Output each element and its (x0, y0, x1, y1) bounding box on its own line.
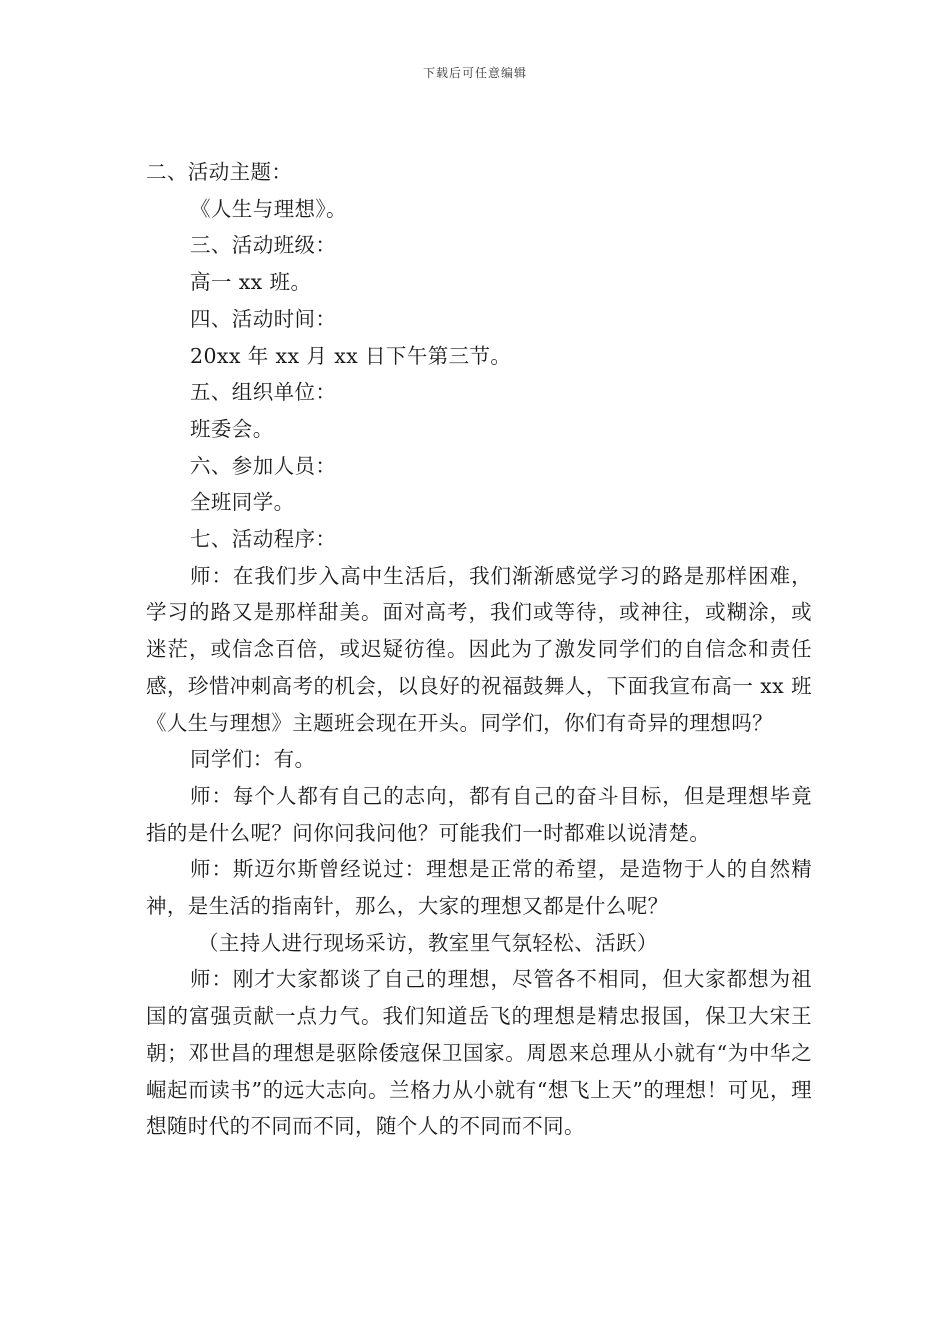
section-heading-time: 四、活动时间： (190, 306, 337, 331)
procedure-paragraph: 师：刚才大家都谈了自己的理想，尽管各不相同，但大家都想为祖国的富强贡献一点力气。我们知道岳飞的理想是精忠报国，保卫大宋王朝；邓世昌的理想是驱除倭寇保卫国家。周恩来总理从小就有“为中华之崛起而读书”的远大志向。兰格力从小就有“想飞上天”的理想！可见，理想随时代的不同而不同，随个人的不同而不同。 (146, 967, 812, 1139)
procedure-paragraph: 师：在我们步入高中生活后，我们渐渐感觉学习的路是那样困难，学习的路又是那样甜美。面对高考，我们或等待，或神往，或糊涂，或迷茫，或信念百倍，或迟疑彷徨。因此为了激发同学们的自信念和责任感，珍惜冲刺高考的机会，以良好的祝福鼓舞人，下面我宣布高一 xx 班《人生与理想》主题班会现在开头。同学们，你们有奇异的理想吗？ (146, 563, 812, 735)
procedure-paragraph: 同学们：有。 (190, 747, 316, 772)
section-heading-class: 三、活动班级： (190, 233, 337, 258)
section-heading-organizer: 五、组织单位： (190, 380, 337, 405)
section-heading-participants: 六、参加人员： (190, 453, 337, 478)
section-heading-theme: 二、活动主题： (146, 160, 293, 184)
participants-value: 全班同学。 (190, 490, 295, 515)
theme-value: 《人生与理想》。 (190, 196, 347, 221)
class-value: 高一 xx 班。 (190, 270, 312, 295)
time-value: 20xx 年 xx 月 xx 日下午第三节。 (190, 343, 512, 368)
organizer-value: 班委会。 (190, 416, 274, 441)
procedure-paragraph: 师：斯迈尔斯曾经说过：理想是正常的希望，是造物于人的自然精神，是生活的指南针，那么，大家的理想又都是什么呢？ (146, 857, 812, 919)
procedure-paragraph: 师：每个人都有自己的志向，都有自己的奋斗目标，但是理想毕竟指的是什么呢？问你问我问他？可能我们一时都难以说清楚。 (146, 783, 812, 845)
procedure-stage-note: （主持人进行现场采访，教室里气氛轻松、活跃） (198, 930, 658, 955)
page-header-note: 下载后可任意编辑 (422, 66, 527, 80)
document-body (146, 154, 812, 1145)
section-heading-procedure: 七、活动程序： (190, 527, 337, 552)
